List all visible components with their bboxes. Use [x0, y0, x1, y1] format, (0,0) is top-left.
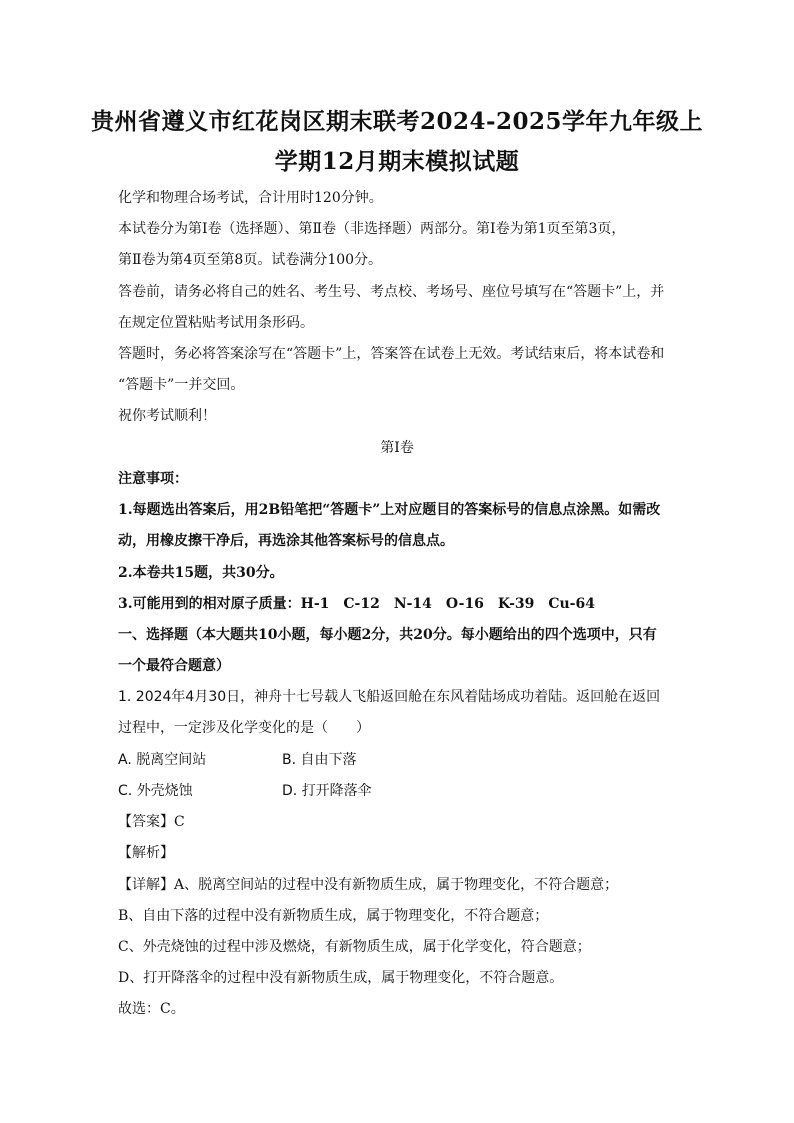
note-1-line-2: 动，用橡皮擦干净后，再选涂其他答案标号的信息点。 — [118, 533, 454, 549]
option-c — [118, 780, 193, 800]
intro-line-7: “答题卡”一并交回。 — [118, 377, 245, 393]
option-a-text: 脱离空间站 — [136, 752, 207, 768]
page-title-line2: 学期12月期末模拟试题 — [274, 148, 520, 175]
note-2: 2.本卷共15题，共30分。 — [118, 565, 284, 581]
notes-heading: 注意事项： — [118, 471, 188, 487]
option-d — [282, 780, 372, 800]
conclusion-line: 故选：C。 — [118, 1001, 185, 1017]
intro-line-4: 答卷前，请务必将自己的姓名、考生号、考点校、考场号、座位号填写在“答题卡”上，并 — [118, 284, 665, 300]
section-title: 第Ⅰ卷 — [380, 440, 414, 456]
option-c-text: 外壳烧蚀 — [136, 783, 193, 799]
intro-line-1: 化学和物理合场考试，合计用时120分钟。 — [118, 190, 383, 206]
intro-line-2: 本试卷分为第Ⅰ卷（选择题）、第Ⅱ卷（非选择题）两部分。第Ⅰ卷为第1页至第3页， — [118, 221, 626, 237]
question-1-stem-line-2: 过程中，一定涉及化学变化的是（ ） — [118, 720, 370, 736]
intro-line-6: 答题时，务必将答案涂写在“答题卡”上，答案答在试卷上无效。考试结束后，将本试卷和 — [118, 346, 665, 362]
page-title-line1: 贵州省遵义市红花岗区期末联考2024-2025学年九年级上 — [90, 108, 704, 135]
intro-line-3: 第Ⅱ卷为第4页至第8页。试卷满分100分。 — [118, 252, 383, 268]
answer-line: 【答案】C — [118, 814, 185, 830]
analysis-heading: 【解析】 — [118, 845, 174, 861]
option-c-label: C. — [118, 783, 133, 799]
intro-line-5: 在规定位置粘贴考试用条形码。 — [118, 315, 314, 331]
detail-line-3: C、外壳烧蚀的过程中涉及燃烧，有新物质生成，属于化学变化，符合题意； — [118, 939, 591, 955]
option-a-label: A. — [118, 752, 132, 768]
detail-line-2: B、自由下落的过程中没有新物质生成，属于物理变化，不符合题意； — [118, 908, 549, 924]
option-d-text: 打开降落伞 — [301, 783, 372, 799]
option-b-text: 自由下落 — [300, 752, 357, 768]
option-b — [282, 749, 357, 769]
part-heading-line-2: 一个最符合题意） — [118, 658, 230, 674]
note-3: 3.可能用到的相对原子质量：H-1 C-12 N-14 O-16 K-39 Cu-64 — [118, 596, 595, 612]
detail-line-1: 【详解】A、脱离空间站的过程中没有新物质生成，属于物理变化，不符合题意； — [118, 877, 619, 893]
option-a — [118, 749, 206, 769]
intro-line-8: 祝你考试顺利！ — [118, 408, 216, 424]
note-1-line-1: 1.每题选出答案后，用2B铅笔把“答题卡”上对应题目的答案标号的信息点涂黑。如需改 — [118, 502, 661, 518]
option-d-label: D. — [282, 783, 298, 799]
question-1-stem-line-1: 1. 2024年4月30日，神舟十七号载人飞船返回舱在东风着陆场成功着陆。返回舱在返回 — [118, 689, 661, 705]
detail-line-4: D、打开降落伞的过程中没有新物质生成，属于物理变化，不符合题意。 — [118, 970, 564, 986]
part-heading-line-1: 一、选择题（本大题共10小题，每小题2分，共20分。每小题给出的四个选项中，只有 — [118, 627, 657, 643]
option-b-label: B. — [282, 752, 297, 768]
